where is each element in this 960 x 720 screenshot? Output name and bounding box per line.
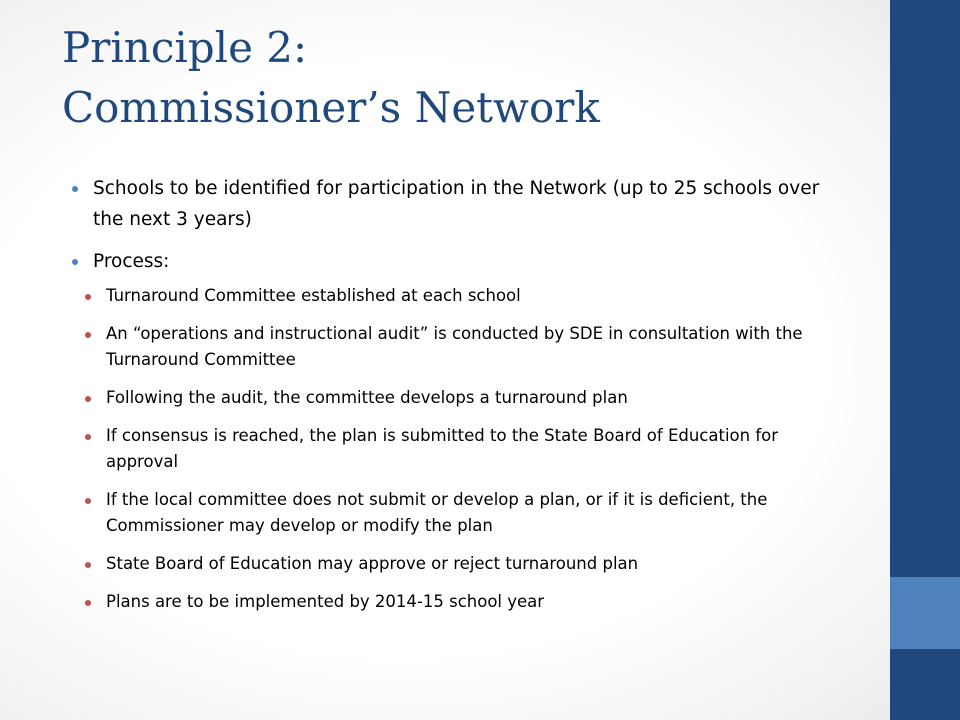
- sub-bullet-item: Turnaround Committee established at each school: [72, 283, 852, 309]
- sub-bullet-item: If consensus is reached, the plan is submitted to the State Board of Education for approval: [72, 423, 852, 475]
- bullet-item: Schools to be identified for participation in the Network (up to 25 schools over the next 3 years): [72, 173, 852, 235]
- slide-content: [72, 173, 852, 627]
- sub-bullet-item: Plans are to be implemented by 2014-15 school year: [72, 589, 852, 615]
- sub-bullet-item: An “operations and instructional audit” is conducted by SDE in consultation with the Turnaround Committee: [72, 321, 852, 373]
- side-bar-accent: [890, 577, 960, 649]
- sub-bullet-item: Following the audit, the committee develops a turnaround plan: [72, 385, 852, 411]
- sub-bullet-item: State Board of Education may approve or reject turnaround plan: [72, 551, 852, 577]
- slide-title-line-2: Commissioner’s Network: [62, 83, 600, 132]
- bullet-item-label: Process:: [93, 251, 170, 272]
- slide-title: [62, 18, 862, 138]
- slide-title-line-1: Principle 2:: [62, 23, 308, 72]
- bullet-item-process: [72, 246, 852, 615]
- sub-bullet-list: [93, 283, 852, 615]
- bullet-list: [72, 173, 852, 615]
- sub-bullet-item: If the local committee does not submit or develop a plan, or if it is deficient, the Commissioner may develop or modify the plan: [72, 487, 852, 539]
